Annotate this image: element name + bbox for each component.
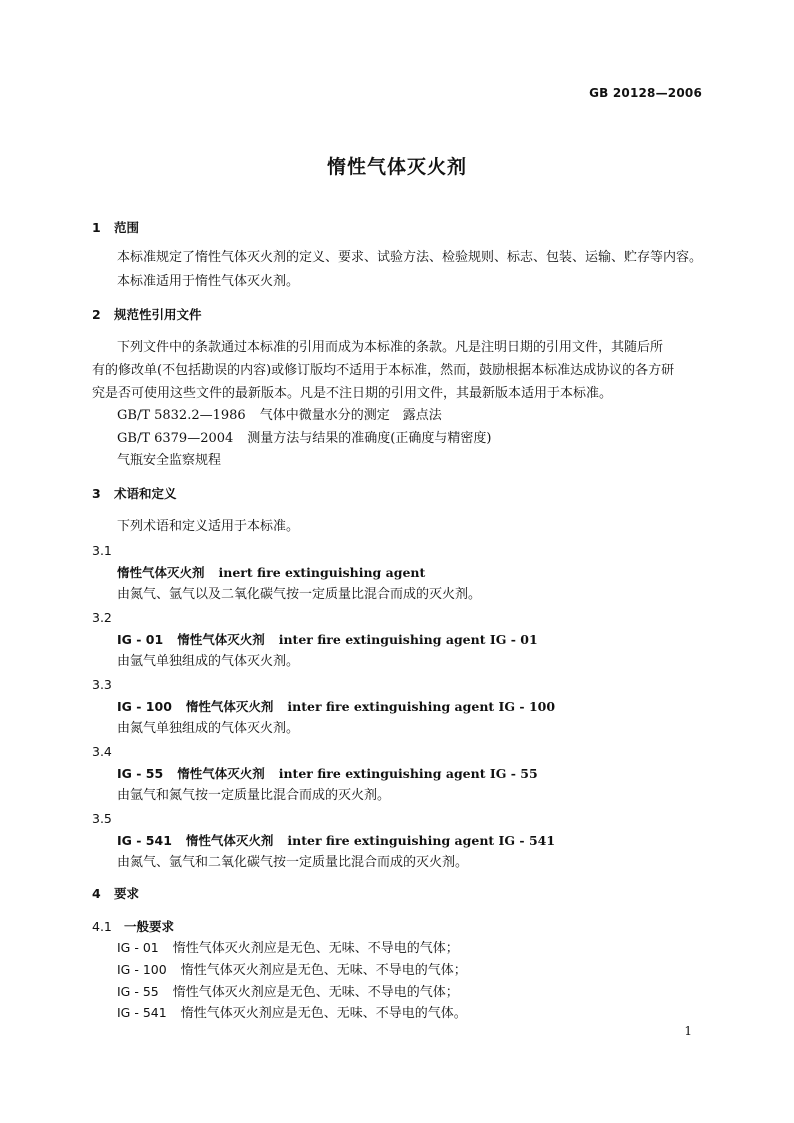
item-code: IG - 541 bbox=[117, 1005, 167, 1020]
term-code: IG - 541 bbox=[117, 833, 172, 848]
reference-item bbox=[117, 430, 505, 448]
section-number: 1 bbox=[92, 220, 101, 235]
requirement-item bbox=[117, 939, 473, 958]
reference-title: 测量方法与结果的准确度(正确度与精密度) bbox=[247, 431, 492, 446]
section-title: 要求 bbox=[114, 886, 140, 901]
section-title: 规范性引用文件 bbox=[114, 307, 202, 322]
term-definition: 由氮气单独组成的气体灭火剂。 bbox=[117, 721, 300, 736]
term-chinese: 惰性气体灭火剂 bbox=[185, 699, 274, 714]
requirement-item bbox=[117, 961, 481, 980]
document-title: 惰性气体灭火剂 bbox=[326, 156, 467, 178]
term-code: IG - 01 bbox=[117, 632, 164, 647]
standard-number: GB 20128—2006 bbox=[589, 86, 702, 100]
term-english: inter fire extinguishing agent IG - 541 bbox=[287, 833, 556, 848]
clause-number: 3.5 bbox=[92, 811, 112, 826]
term-heading bbox=[117, 765, 552, 783]
reference-item bbox=[117, 407, 456, 425]
section-number: 2 bbox=[92, 307, 101, 322]
section-number: 4 bbox=[92, 886, 101, 901]
clause-number: 3.3 bbox=[92, 677, 112, 692]
paragraph-line: 究是否可使用这些文件的最新版本。凡是不注日期的引用文件，其最新版本适用于本标准。 bbox=[92, 386, 613, 401]
item-text: 惰性气体灭火剂应是无色、无味、不导电的气体。 bbox=[180, 1006, 467, 1021]
paragraph-line: 下列文件中的条款通过本标准的引用而成为本标准的条款。凡是注明日期的引用文件，其随后所 bbox=[117, 340, 664, 355]
item-code: IG - 01 bbox=[117, 940, 159, 955]
item-text: 惰性气体灭火剂应是无色、无味、不导电的气体； bbox=[180, 963, 467, 978]
reference-title: 气体中微量水分的测定 露点法 bbox=[259, 408, 442, 423]
term-english: inter fire extinguishing agent IG - 55 bbox=[278, 766, 538, 781]
paragraph: 本标准适用于惰性气体灭火剂。 bbox=[117, 274, 300, 289]
clause-number: 3.1 bbox=[92, 543, 112, 558]
item-code: IG - 55 bbox=[117, 984, 159, 999]
term-chinese: 惰性气体灭火剂 bbox=[177, 766, 265, 781]
reference-code: GB/T 5832.2—1986 bbox=[117, 408, 246, 423]
term-heading bbox=[117, 631, 552, 649]
term-code: IG - 55 bbox=[117, 766, 164, 781]
term-definition: 由氩气单独组成的气体灭火剂。 bbox=[117, 654, 300, 669]
subsection-4-1-heading bbox=[92, 918, 174, 936]
paragraph: 下列术语和定义适用于本标准。 bbox=[117, 519, 300, 534]
item-code: IG - 100 bbox=[117, 962, 167, 977]
section-title: 术语和定义 bbox=[114, 486, 177, 501]
subsection-title: 一般要求 bbox=[124, 919, 175, 934]
term-code: IG - 100 bbox=[117, 699, 172, 714]
reference-item bbox=[117, 452, 221, 470]
term-definition: 由氩气和氮气按一定质量比混合而成的灭火剂。 bbox=[117, 788, 391, 803]
clause-number: 3.2 bbox=[92, 610, 112, 625]
reference-code: GB/T 6379—2004 bbox=[117, 431, 234, 446]
term-chinese: 惰性气体灭火剂 bbox=[185, 833, 274, 848]
requirement-item bbox=[117, 1004, 481, 1023]
term-definition: 由氮气、氩气以及二氧化碳气按一定质量比混合而成的灭火剂。 bbox=[117, 587, 482, 602]
clause-number: 3.4 bbox=[92, 744, 112, 759]
term-heading bbox=[117, 832, 569, 850]
term-definition: 由氮气、氩气和二氧化碳气按一定质量比混合而成的灭火剂。 bbox=[117, 855, 469, 870]
section-title: 范围 bbox=[114, 220, 140, 235]
section-3-heading bbox=[92, 485, 177, 503]
item-text: 惰性气体灭火剂应是无色、无味、不导电的气体； bbox=[172, 985, 459, 1000]
item-text: 惰性气体灭火剂应是无色、无味、不导电的气体； bbox=[172, 941, 459, 956]
section-number: 3 bbox=[92, 486, 101, 501]
term-english: inter fire extinguishing agent IG - 01 bbox=[278, 632, 538, 647]
section-2-heading bbox=[92, 306, 202, 324]
requirement-item bbox=[117, 983, 473, 1002]
term-english: inter fire extinguishing agent IG - 100 bbox=[287, 699, 556, 714]
term-heading bbox=[117, 564, 439, 582]
paragraph-line: 有的修改单(不包括勘误的内容)或修订版均不适用于本标准，然而，鼓励根据本标准达成协议的各方研 bbox=[92, 363, 675, 378]
section-4-heading bbox=[92, 885, 139, 903]
page-number: 1 bbox=[684, 1024, 692, 1038]
reference-title: 气瓶安全监察规程 bbox=[117, 453, 222, 468]
subsection-number: 4.1 bbox=[92, 919, 112, 934]
term-heading bbox=[117, 698, 569, 716]
term-chinese: 惰性气体灭火剂 bbox=[177, 632, 265, 647]
term-chinese: 惰性气体灭火剂 bbox=[117, 565, 205, 580]
paragraph: 本标准规定了惰性气体灭火剂的定义、要求、试验方法、检验规则、标志、包装、运输、贮存等内容。 bbox=[117, 250, 703, 265]
term-english: inert fire extinguishing agent bbox=[218, 565, 426, 580]
section-1-heading bbox=[92, 219, 139, 237]
